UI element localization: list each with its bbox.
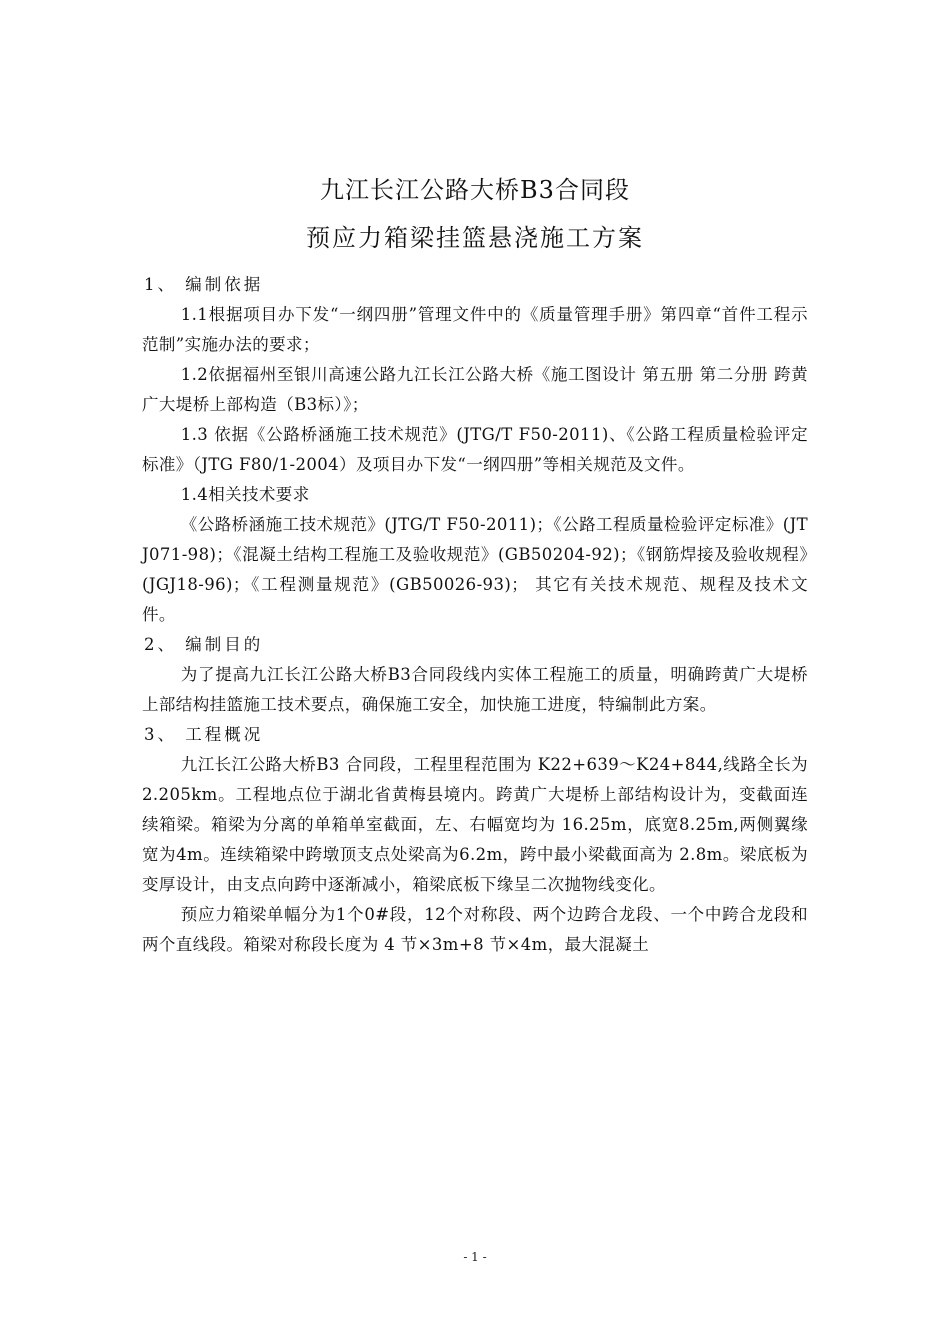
paragraph-standards-list: 《公路桥涵施工技术规范》(JTG/T F50-2011)；《公路工程质量检验评定标准》(JTJ071-98)；《混凝土结构工程施工及验收规范》(GB50204-92)；《钢筋焊接及验收规程》(JGJ18-96)；《工程测量规范》(GB50026-93)； 其它有关技术规范、规程及技术文件。 [142, 515, 808, 624]
paragraph-overview-1: 九江长江公路大桥B3 合同段，工程里程范围为 K22+639～K24+844,线路全长为2.205km。工程地点位于湖北省黄梅县境内。跨黄广大堤桥上部结构设计为，变截面连续箱梁。箱梁为分离的单箱单室截面，左、右幅宽均为 16.25m，底宽8.25m,两侧翼缘宽为4m。连续箱梁中跨墩顶支点处梁高为6.2m，跨中最小梁截面高为 2.8m。梁底板为变厚设计，由支点向跨中逐渐减小，箱梁底板下缘呈二次抛物线变化。 [142, 755, 808, 894]
paragraph-purpose: 为了提高九江长江公路大桥B3合同段线内实体工程施工的质量，明确跨黄广大堤桥上部结构挂篮施工技术要点，确保施工安全，加快施工进度，特编制此方案。 [142, 665, 808, 714]
section-heading-purpose: 2、 编制目的 [144, 635, 264, 654]
section-heading-basis: 1、 编制依据 [144, 275, 264, 294]
paragraph-overview-2: 预应力箱梁单幅分为1个0#段，12个对称段、两个边跨合龙段、一个中跨合龙段和两个直线段。箱梁对称段长度为 4 节×3m+8 节×4m，最大混凝土 [142, 905, 808, 954]
paragraph-1-1: 1.1根据项目办下发“一纲四册”管理文件中的《质量管理手册》第四章“首件工程示范制”实施办法的要求； [142, 305, 808, 354]
section-heading-overview: 3、 工程概况 [144, 725, 264, 744]
document-title: 九江长江公路大桥B3合同段 [320, 176, 630, 204]
paragraph-1-2: 1.2依据福州至银川高速公路九江长江公路大桥《施工图设计 第五册 第二分册 跨黄广大堤桥上部构造（B3标）》； [142, 365, 808, 414]
document-subtitle: 预应力箱梁挂篮悬浇施工方案 [306, 224, 644, 252]
paragraph-1-4: 1.4相关技术要求 [180, 485, 310, 504]
document-body [142, 270, 808, 960]
paragraph-1-3: 1.3 依据《公路桥涵施工技术规范》(JTG/T F50-2011)、《公路工程质量检验评定标准》（JTG F80/1-2004）及项目办下发“一纲四册”等相关规范及文件。 [142, 425, 808, 474]
page-number: - 1 - [463, 1250, 487, 1264]
